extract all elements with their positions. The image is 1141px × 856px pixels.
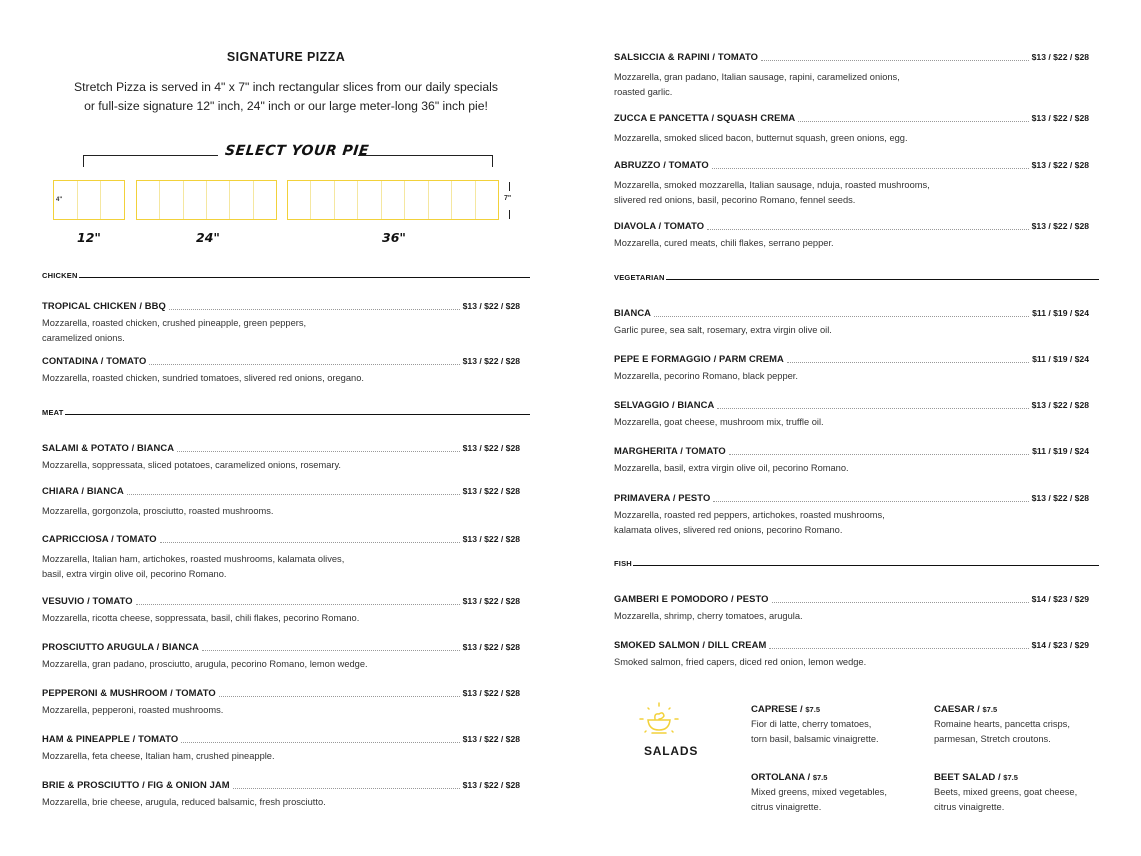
salad-name: CAPRESE / (751, 704, 806, 715)
signature-pizza-title: SIGNATURE PIZZA (226, 50, 346, 64)
desc-line: citrus vinaigrette. (934, 801, 1005, 812)
menu-item (42, 355, 530, 386)
dot-leader (654, 315, 1029, 317)
menu-item (614, 307, 1099, 338)
pie-36-inch[interactable] (287, 180, 499, 220)
pie-slice (476, 181, 498, 219)
item-description: Smoked salmon, fried capers, diced red onion, lemon wedge. (614, 657, 867, 667)
item-description: Mozzarella, goat cheese, mushroom mix, truffle oil. (614, 417, 824, 427)
item-description: Mozzarella, smoked sliced bacon, butternut squash, green onions, egg. (614, 133, 908, 143)
menu-item (614, 445, 1099, 476)
select-your-pie-label: SELECT YOUR PIE (224, 143, 370, 159)
desc-line: roasted garlic. (614, 86, 673, 97)
item-description: Mozzarella, ricotta cheese, soppressata, basil, chili flakes, pecorino Romano. (42, 613, 360, 623)
bracket-line (358, 155, 493, 156)
dot-leader (769, 647, 1028, 649)
menu-item (614, 159, 1099, 207)
desc-line: citrus vinaigrette. (751, 801, 822, 812)
menu-item (614, 353, 1099, 384)
item-name: CAPRICCIOSA / TOMATO (42, 533, 157, 544)
menu-item (614, 492, 1099, 537)
section-header-meat (42, 408, 530, 417)
dot-leader (787, 361, 1029, 363)
item-description: Mozzarella, soppressata, sliced potatoes, caramelized onions, rosemary. (42, 460, 342, 470)
desc-line: Mixed greens, mixed vegetables, (751, 787, 887, 797)
item-description: Mozzarella, gran padano, prosciutto, arugula, pecorino Romano, lemon wedge. (42, 659, 368, 669)
section-rule (666, 279, 1099, 280)
section-rule (79, 277, 530, 278)
item-description: Mozzarella, brie cheese, arugula, reduced balsamic, fresh prosciutto. (42, 797, 326, 807)
salad-bowl-icon (636, 702, 682, 738)
item-name: PEPE E FORMAGGIO / PARM CREMA (614, 353, 784, 364)
item-price: $11 / $19 / $24 (1032, 308, 1089, 318)
item-name: SALAMI & POTATO / BIANCA (42, 442, 175, 453)
item-name: BIANCA (614, 307, 652, 318)
item-description (42, 552, 402, 581)
menu-item (42, 442, 530, 473)
item-price: $13 / $22 / $28 (462, 780, 520, 790)
menu-item (42, 779, 530, 810)
pie-size-label: 24" (196, 230, 220, 245)
pie-slice (335, 181, 358, 219)
salad-description (751, 785, 921, 814)
dot-leader (219, 695, 460, 697)
dot-leader (233, 787, 460, 789)
item-price: $13 / $22 / $28 (1031, 113, 1089, 123)
desc-line: Mozzarella, gran padano, Italian sausage, rapini, caramelized onions, (614, 72, 900, 82)
description-line: or full-size signature 12" inch, 24" inch or our large meter-long 36" inch pie! (84, 99, 488, 113)
item-price: $13 / $22 / $28 (462, 356, 520, 366)
desc-line: caramelized onions. (42, 332, 125, 343)
item-name: DIAVOLA / TOMATO (614, 220, 705, 231)
section-header-chicken (42, 271, 530, 280)
item-price: $13 / $22 / $28 (462, 443, 520, 453)
item-description: Mozzarella, roasted chicken, sundried tomatoes, slivered red onions, oregano. (42, 373, 364, 383)
pie-slice (429, 181, 452, 219)
item-description: Mozzarella, gorgonzola, prosciutto, roasted mushrooms. (42, 506, 274, 516)
item-price: $14 / $23 / $29 (1031, 594, 1089, 604)
item-price: $13 / $22 / $28 (462, 642, 520, 652)
menu-item (614, 593, 1099, 624)
dot-leader (717, 407, 1028, 409)
item-price: $13 / $22 / $28 (462, 534, 520, 544)
description-line: Stretch Pizza is served in 4" x 7" inch rectangular slices from our daily specials (74, 80, 498, 94)
salad-item (934, 704, 1104, 746)
menu-item (42, 641, 530, 672)
item-name: ZUCCA E PANCETTA / SQUASH CREMA (614, 112, 796, 123)
pie-slice (207, 181, 230, 219)
bracket-line (83, 155, 84, 167)
item-name: HAM & PINEAPPLE / TOMATO (42, 733, 179, 744)
dot-leader (169, 308, 460, 310)
item-name: SMOKED SALMON / DILL CREAM (614, 639, 767, 650)
bracket-line (492, 155, 493, 167)
desc-line: Mozzarella, Italian ham, artichokes, roasted mushrooms, kalamata olives, (42, 554, 345, 564)
pie-slice (311, 181, 334, 219)
dot-leader (181, 741, 459, 743)
desc-line: Romaine hearts, pancetta crisps, (934, 719, 1070, 729)
salad-description (934, 785, 1104, 814)
desc-line: slivered red onions, basil, pecorino Romano, fennel seeds. (614, 194, 856, 205)
dot-leader (798, 120, 1028, 122)
menu-item (42, 300, 530, 345)
item-description: Mozzarella, pepperoni, roasted mushrooms. (42, 705, 224, 715)
dot-leader (136, 603, 460, 605)
salad-item (934, 772, 1104, 814)
menu-item (42, 595, 530, 626)
item-name: SALSICCIA & RAPINI / TOMATO (614, 51, 759, 62)
select-your-pie-diagram (42, 140, 530, 250)
item-price: $13 / $22 / $28 (462, 688, 520, 698)
dot-leader (177, 450, 460, 452)
item-price: $13 / $22 / $28 (462, 596, 520, 606)
item-price: $13 / $22 / $28 (1031, 400, 1089, 410)
pie-slice (78, 181, 102, 219)
item-description (42, 316, 402, 345)
item-description: Mozzarella, pecorino Romano, black pepper. (614, 371, 798, 381)
item-name: PROSCIUTTO ARUGULA / BIANCA (42, 641, 200, 652)
section-label: CHICKEN (42, 271, 78, 280)
slice-height-label: 7" (504, 195, 512, 202)
item-price: $13 / $22 / $28 (1031, 493, 1089, 503)
pie-slice (160, 181, 183, 219)
item-description (614, 178, 974, 207)
section-header-vegetarian (614, 273, 1099, 282)
menu-item (42, 533, 530, 581)
desc-line: Mozzarella, roasted red peppers, artichokes, roasted mushrooms, (614, 510, 885, 520)
pie-24-inch[interactable] (136, 180, 277, 220)
desc-line: Mozzarella, roasted chicken, crushed pineapple, green peppers, (42, 318, 307, 328)
slice-width-label: 4" (56, 197, 63, 203)
section-rule (65, 414, 531, 415)
item-name: PRIMAVERA / PESTO (614, 492, 711, 503)
desc-line: Beets, mixed greens, goat cheese, (934, 787, 1078, 797)
desc-line: parmesan, Stretch croutons. (934, 733, 1051, 744)
item-description: Mozzarella, shrimp, cherry tomatoes, arugula. (614, 611, 803, 621)
item-description (614, 70, 974, 99)
item-name: SELVAGGIO / BIANCA (614, 399, 715, 410)
salad-price: $7.5 (1003, 773, 1018, 782)
desc-line: Mozzarella, smoked mozzarella, Italian sausage, nduja, roasted mushrooms, (614, 180, 930, 190)
item-name: VESUVIO / TOMATO (42, 595, 133, 606)
item-price: $11 / $19 / $24 (1032, 354, 1089, 364)
item-price: $13 / $22 / $28 (1031, 52, 1089, 62)
salad-description (751, 717, 921, 746)
section-rule (633, 565, 1099, 566)
salad-name: ORTOLANA / (751, 772, 813, 783)
item-price: $13 / $22 / $28 (1031, 221, 1089, 231)
dot-leader (127, 493, 460, 495)
pie-slice (382, 181, 405, 219)
height-tick (509, 182, 510, 191)
item-price: $13 / $22 / $28 (1031, 160, 1089, 170)
item-price: $11 / $19 / $24 (1032, 446, 1089, 456)
item-price: $13 / $22 / $28 (462, 734, 520, 744)
section-label: VEGETARIAN (614, 273, 665, 282)
bracket-line (83, 155, 218, 156)
dot-leader (712, 167, 1029, 169)
signature-pizza-description (42, 78, 530, 116)
pie-slice (452, 181, 475, 219)
dot-leader (713, 500, 1028, 502)
dot-leader (729, 453, 1029, 455)
menu-item (42, 733, 530, 764)
salad-price: $7.5 (982, 705, 998, 714)
item-description: Garlic puree, sea salt, rosemary, extra virgin olive oil. (614, 325, 832, 335)
menu-item (614, 639, 1099, 670)
pie-slice (101, 181, 124, 219)
item-description (614, 508, 974, 537)
salad-item (751, 704, 921, 746)
menu-item (614, 399, 1099, 430)
pie-12-inch[interactable] (53, 180, 125, 220)
salad-name: CAESAR / (934, 704, 983, 715)
item-name: GAMBERI E POMODORO / PESTO (614, 593, 769, 604)
salads-label: SALADS (644, 744, 699, 758)
menu-item (614, 112, 1099, 146)
item-description: Mozzarella, basil, extra virgin olive oil, pecorino Romano. (614, 463, 849, 473)
menu-item (42, 687, 530, 718)
pie-size-label: 12" (77, 230, 101, 245)
item-name: MARGHERITA / TOMATO (614, 445, 726, 456)
height-tick (509, 210, 510, 219)
dot-leader (202, 649, 460, 651)
item-name: ABRUZZO / TOMATO (614, 159, 709, 170)
item-price: $13 / $22 / $28 (462, 301, 520, 311)
desc-line: basil, extra virgin olive oil, pecorino Romano. (42, 568, 227, 579)
pie-slice (405, 181, 428, 219)
menu-item (42, 485, 530, 519)
section-label: FISH (614, 559, 632, 568)
item-description: Mozzarella, cured meats, chili flakes, serrano pepper. (614, 238, 834, 248)
dot-leader (761, 59, 1029, 61)
desc-line: kalamata olives, slivered red onions, pecorino Romano. (614, 524, 843, 535)
item-name: BRIE & PROSCIUTTO / FIG & ONION JAM (42, 779, 230, 790)
menu-item (614, 220, 1099, 251)
salad-item (751, 772, 921, 814)
pie-size-label: 36" (382, 230, 406, 245)
salad-name: BEET SALAD / (934, 772, 1004, 783)
item-name: TROPICAL CHICKEN / BBQ (42, 300, 166, 311)
pie-slice (184, 181, 207, 219)
section-header-fish (614, 559, 1099, 568)
salad-description (934, 717, 1104, 746)
pie-slice (254, 181, 276, 219)
pie-slice (288, 181, 311, 219)
section-label: MEAT (42, 408, 64, 417)
menu-item (614, 51, 1099, 99)
item-name: CONTADINA / TOMATO (42, 355, 147, 366)
item-description: Mozzarella, feta cheese, Italian ham, crushed pineapple. (42, 751, 275, 761)
dot-leader (160, 541, 460, 543)
pie-slice (137, 181, 160, 219)
desc-line: torn basil, balsamic vinaigrette. (751, 733, 879, 744)
item-price: $13 / $22 / $28 (462, 486, 520, 496)
desc-line: Fior di latte, cherry tomatoes, (751, 719, 872, 729)
salad-price: $7.5 (812, 773, 828, 782)
dot-leader (149, 363, 459, 365)
dot-leader (707, 228, 1029, 230)
pie-slice (358, 181, 381, 219)
item-name: CHIARA / BIANCA (42, 485, 124, 496)
item-price: $14 / $23 / $29 (1031, 640, 1089, 650)
salad-price: $7.5 (805, 705, 820, 714)
item-name: PEPPERONI & MUSHROOM / TOMATO (42, 687, 216, 698)
dot-leader (772, 601, 1029, 603)
pie-slice (230, 181, 253, 219)
